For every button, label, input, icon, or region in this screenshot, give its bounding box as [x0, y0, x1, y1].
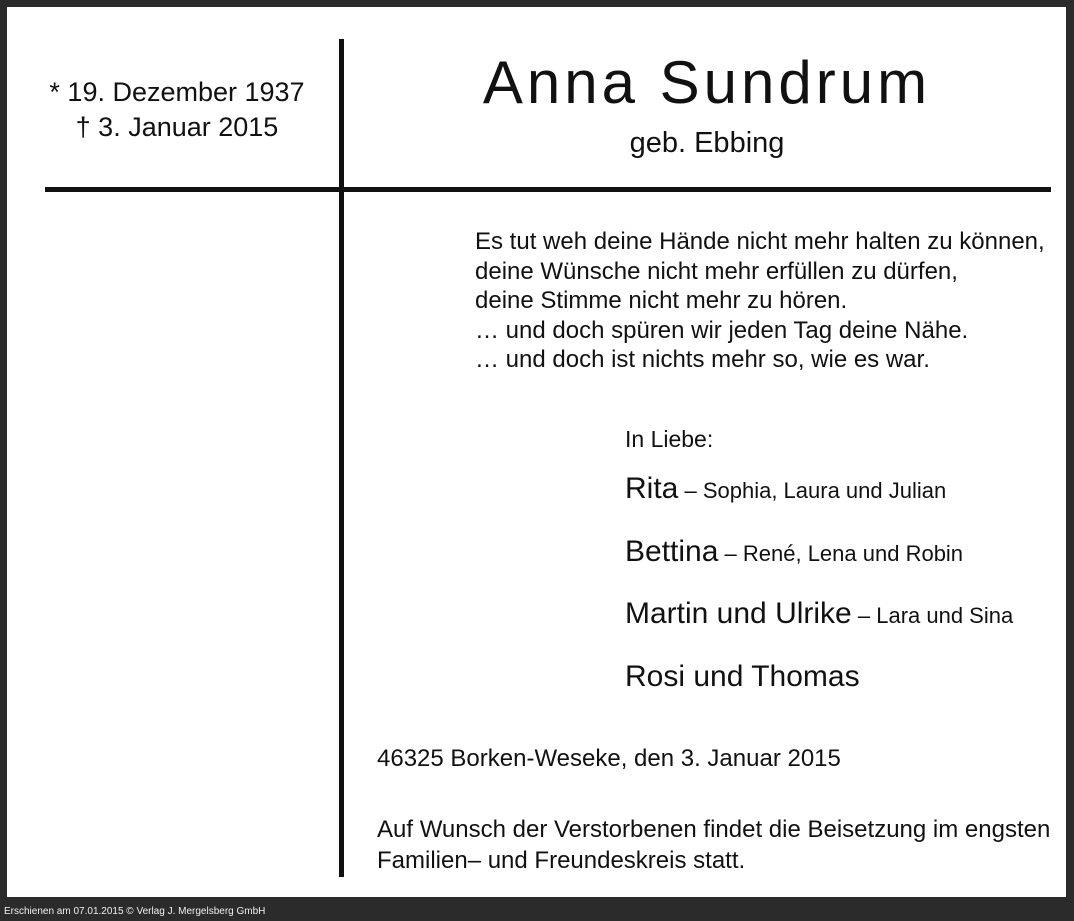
publication-footer: Erschienen am 07.01.2015 © Verlag J. Mergelsberg GmbH [4, 906, 266, 917]
cross-horizontal-bar [45, 187, 1051, 192]
mourner-entry [625, 526, 1013, 589]
notice-line: Auf Wunsch der Verstorbenen findet die Beisetzung im engsten [377, 816, 1051, 843]
maiden-name: geb. Ebbing [629, 127, 785, 159]
mourner-secondary: Lara und Sina [876, 603, 1014, 628]
cross-vertical-bar [339, 39, 344, 877]
poem-line: … und doch spüren wir jeden Tag deine Nähe. [475, 316, 969, 344]
life-dates [37, 75, 317, 145]
mourner-primary: Rita [625, 472, 679, 505]
place-and-date: 46325 Borken-Weseke, den 3. Januar 2015 [377, 745, 841, 772]
poem-line: deine Stimme nicht mehr zu hören. [475, 287, 848, 315]
mourner-separator: – [678, 478, 703, 503]
mourners-list [625, 463, 1013, 713]
deceased-name: Anna Sundrum [482, 49, 932, 116]
mourner-entry [625, 463, 1013, 526]
death-date: † 3. Januar 2015 [75, 112, 279, 142]
mourner-separator: – [851, 603, 877, 628]
poem-line: deine Wünsche nicht mehr erfüllen zu dürfen, [475, 257, 958, 285]
mourner-primary: Rosi und Thomas [625, 659, 860, 693]
mourner-secondary: Sophia, Laura und Julian [702, 478, 947, 503]
birth-date: * 19. Dezember 1937 [49, 77, 305, 107]
obituary-card [7, 7, 1066, 897]
poem-line: Es tut weh deine Hände nicht mehr halten zu können, [475, 228, 1045, 255]
burial-notice [377, 814, 1050, 876]
mourner-entry [625, 588, 1013, 651]
memorial-poem [475, 227, 1045, 375]
mourner-primary: Bettina [625, 534, 719, 568]
poem-line: … und doch ist nichts mehr so, wie es war. [475, 346, 930, 374]
mourner-secondary: René, Lena und Robin [742, 540, 964, 566]
notice-line: Familien– und Freundeskreis statt. [377, 847, 746, 874]
mourner-separator: – [718, 540, 743, 566]
mourners-intro: In Liebe: [625, 426, 714, 452]
mourner-entry [625, 651, 1013, 714]
mourner-primary: Martin und Ulrike [625, 597, 852, 630]
